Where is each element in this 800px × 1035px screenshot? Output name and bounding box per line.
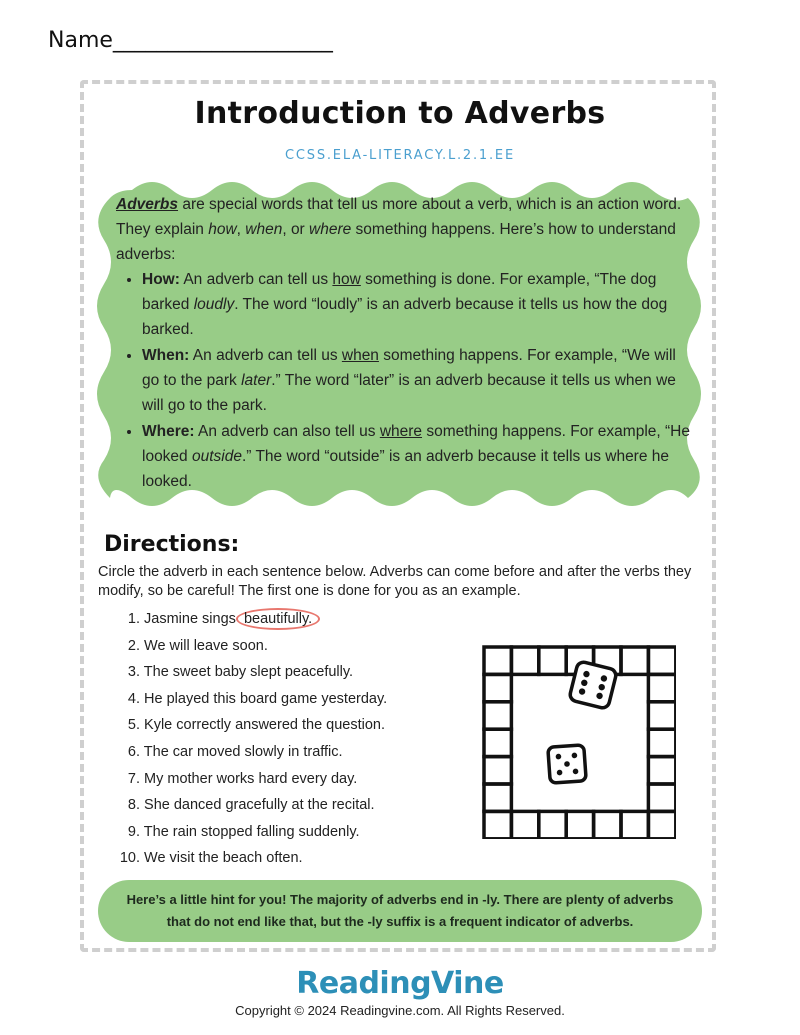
board-square (566, 811, 593, 838)
sentence-item[interactable] (118, 739, 387, 766)
board-square (648, 647, 675, 674)
sentence-text: Kyle correctly answered the question. (144, 717, 386, 734)
list-item-how (142, 267, 696, 342)
sentence-item[interactable] (118, 633, 387, 660)
sentence-text: The sweet baby slept peacefully. (143, 664, 354, 681)
sentence-item[interactable] (118, 819, 387, 846)
board-square (648, 784, 675, 811)
board-square (511, 811, 538, 838)
board-square (484, 757, 511, 784)
directions-heading: Directions: (104, 532, 240, 557)
bullet-text: something is done. For example, “The dog barked (142, 271, 657, 313)
board-square (539, 811, 566, 838)
bullet-example-word: loudly (193, 296, 235, 313)
sentence-text: The rain stopped falling suddenly. (143, 823, 360, 840)
sentence-text: We will leave soon. (144, 637, 268, 654)
bullet-example-word: later (241, 372, 272, 389)
sentence-number: 8. (127, 797, 140, 814)
board-square (484, 674, 511, 701)
sentence-item[interactable] (118, 606, 387, 633)
sentence-number: 3. (127, 664, 140, 681)
board-game-icon (482, 645, 676, 839)
bullet-keyword: where (379, 423, 423, 440)
sentence-number: 5. (127, 717, 140, 734)
adverb-type-list (116, 267, 696, 494)
sentence-text: She danced gracefully at the recital. (144, 797, 375, 814)
board-square (484, 729, 511, 756)
term-adverbs: Adverbs (116, 196, 179, 213)
sentence-number: 9. (127, 823, 140, 840)
bullet-text: . The word “loudly” is an adverb because it tells us how the dog barked. (142, 296, 668, 338)
directions-text: Circle the adverb in each sentence below. Adverbs can come before and after the verbs they modify, so be careful! The first one is done for you as an example. (98, 564, 692, 599)
copyright-text: Copyright © 2024 Readingvine.com. All Rights Reserved. (235, 1003, 565, 1018)
board-square (621, 811, 648, 838)
board-square (484, 647, 511, 674)
intro-how: how (208, 221, 237, 238)
dice-icon (548, 745, 586, 783)
sentence-item[interactable] (118, 659, 387, 686)
intro-box (116, 192, 696, 495)
standard-code: CCSS.ELA-LITERACY.L.2.1.EE (285, 148, 515, 163)
bullet-text: .” The word “outside” is an adverb because it tells us where he looked. (142, 448, 670, 490)
bullet-text: something happens. For example, “He looked (142, 423, 690, 465)
sentence-number: 2. (127, 637, 140, 654)
sentence-text: He played this board game yesterday. (144, 690, 388, 707)
intro-when: when (245, 221, 283, 238)
board-square (511, 647, 538, 674)
bullet-keyword: when (341, 347, 379, 364)
sentence-text: Jasmine sings (144, 611, 240, 627)
sentence-item[interactable] (118, 686, 387, 713)
bullet-text: An adverb can tell us (179, 271, 333, 288)
hint-box: Here’s a little hint for you! The majority of adverbs end in -ly. There are plenty of adverbs that do not end like that, but the -ly suffix is a frequent indicator of adverbs. (98, 880, 702, 942)
list-item-when (142, 343, 696, 418)
sentence-number: 7. (127, 770, 140, 787)
sentence-item[interactable] (118, 712, 387, 739)
board-square (594, 811, 621, 838)
name-line[interactable]: Name____________________ (48, 28, 333, 53)
intro-text: are special words that tell us more about a verb, which is an action word. They explain (116, 196, 682, 238)
bullet-label: How: (142, 271, 180, 288)
circled-adverb: beautifully. (236, 608, 320, 630)
sentence-number: 1. (127, 611, 140, 627)
intro-sep: , or (282, 221, 310, 238)
sentence-text: The car moved slowly in traffic. (143, 743, 343, 760)
bullet-keyword: how (332, 271, 361, 288)
sentence-item[interactable] (118, 792, 387, 819)
sentence-item[interactable] (118, 845, 387, 872)
board-square (484, 811, 511, 838)
bullet-example-word: outside (191, 448, 242, 465)
bullet-text: something happens. For example, “We will go to the park (142, 347, 676, 389)
board-square (648, 811, 675, 838)
bullet-text: An adverb can tell us (189, 347, 342, 364)
bullet-text: An adverb can also tell us (194, 423, 380, 440)
board-square (648, 729, 675, 756)
board-square (621, 647, 648, 674)
board-square (648, 702, 675, 729)
intro-where: where (309, 221, 352, 238)
board-square (484, 784, 511, 811)
sentence-number: 6. (127, 743, 140, 760)
sentence-text: My mother works hard every day. (144, 770, 358, 787)
board-square (648, 674, 675, 701)
board-square (648, 757, 675, 784)
sentence-item[interactable] (118, 766, 387, 793)
list-item-where (142, 419, 696, 494)
bullet-label: Where: (142, 423, 195, 440)
page-title: Introduction to Adverbs (194, 96, 606, 131)
dice-icon (569, 661, 617, 709)
brand-logo: ReadingVine (296, 966, 504, 1001)
intro-paragraph (116, 192, 696, 267)
sentence-text: We visit the beach often. (144, 850, 303, 867)
board-square (539, 647, 566, 674)
intro-sep: , (236, 221, 246, 238)
sentence-number: 4. (127, 690, 140, 707)
intro-text: something happens. Here’s how to understand adverbs: (116, 221, 676, 263)
sentence-number: 10. (119, 850, 140, 867)
bullet-text: .” The word “later” is an adverb because it tells us when we will go to the park. (142, 372, 676, 414)
sentence-list (118, 606, 387, 872)
bullet-label: When: (142, 347, 190, 364)
board-square (484, 702, 511, 729)
